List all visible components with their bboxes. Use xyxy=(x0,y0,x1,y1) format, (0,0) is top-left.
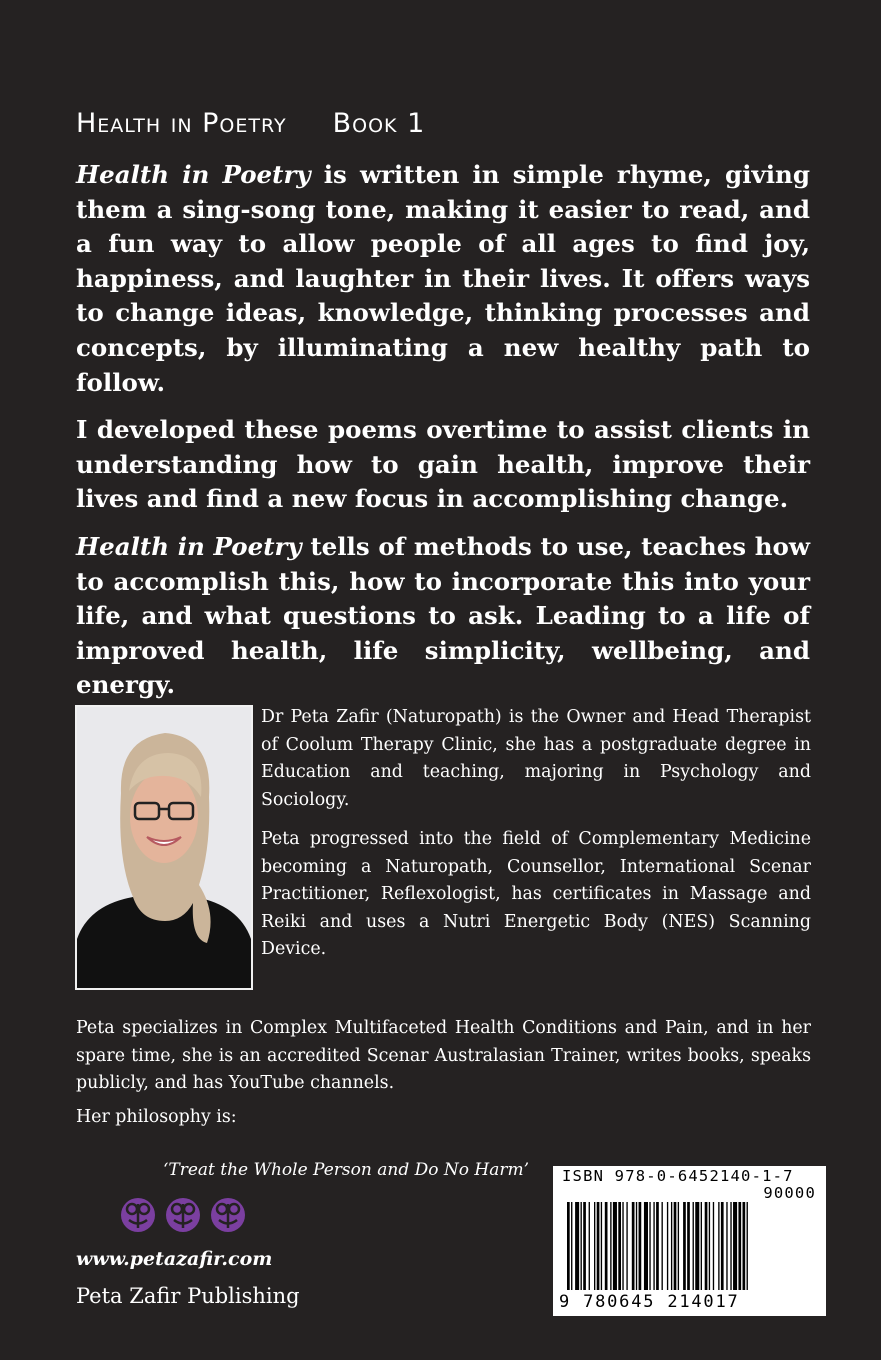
barcode-bar xyxy=(743,1202,746,1290)
barcode-bar xyxy=(733,1202,737,1290)
barcode-bar xyxy=(726,1202,727,1290)
barcode-bar xyxy=(639,1202,642,1290)
author-bio-full-width xyxy=(76,1015,811,1137)
barcode-bar xyxy=(601,1202,602,1290)
barcode-bar xyxy=(610,1202,611,1290)
publisher-logo xyxy=(118,1194,250,1240)
price-code: 90000 xyxy=(763,1184,816,1202)
barcode-bar xyxy=(721,1202,724,1290)
triple-circle-logo-icon xyxy=(118,1194,250,1236)
barcode-bar xyxy=(626,1202,627,1290)
barcode-bar xyxy=(597,1202,600,1290)
barcode-bar xyxy=(589,1202,590,1290)
author-bio-paragraph-1: Dr Peta Zafir (Naturopath) is the Owner and Head Therapist of Coolum Therapy Clinic, she has a postgraduate degree in Education and teaching, majoring in Psychology and Sociology. xyxy=(261,707,811,810)
barcode-digits: 9 780645 214017 xyxy=(559,1292,740,1312)
author-portrait-illustration xyxy=(77,707,251,988)
barcode-bar xyxy=(618,1202,621,1290)
barcode-bar xyxy=(594,1202,595,1290)
book-title-italic: Health in Poetry xyxy=(76,160,311,189)
barcode-bar xyxy=(653,1202,654,1290)
barcode-bar xyxy=(649,1202,650,1290)
barcode-bar xyxy=(738,1202,741,1290)
barcode-bar xyxy=(683,1202,686,1290)
barcode-bar xyxy=(656,1202,659,1290)
barcode-bar xyxy=(581,1202,582,1290)
author-bio-paragraph-2: Peta progressed into the field of Complementary Medicine becoming a Naturopath, Counsellor, International Scenar Practitioner, Reflexologist, has certificates in Massage and Reiki and uses a Nutri Energetic Body (NES) Scanning Device. xyxy=(261,829,811,959)
barcode-bar xyxy=(632,1202,635,1290)
barcode-bar xyxy=(730,1202,731,1290)
author-bio-paragraph-3: Peta specializes in Complex Multifaceted Health Conditions and Pain, and in her spare time, she is an accredited Scenar Australasian Trainer, writes books, speaks publicly, and has YouTube channels. xyxy=(76,1018,811,1093)
barcode-bar xyxy=(678,1202,679,1290)
book-blurb xyxy=(76,158,810,716)
barcode-bar xyxy=(674,1202,677,1290)
barcode-bar xyxy=(695,1202,699,1290)
barcode-bar xyxy=(713,1202,714,1290)
website-url[interactable]: www.petazafir.com xyxy=(76,1248,273,1270)
barcode-bar xyxy=(701,1202,702,1290)
author-bio-column xyxy=(261,704,811,976)
barcode-bar xyxy=(662,1202,663,1290)
barcode-bar xyxy=(667,1202,668,1290)
book-volume: Book 1 xyxy=(332,108,426,139)
barcode-bar xyxy=(718,1202,719,1290)
publisher-name: Peta Zafir Publishing xyxy=(76,1284,300,1308)
philosophy-intro: Her philosophy is: xyxy=(76,1106,237,1127)
barcode-bar xyxy=(567,1202,570,1290)
barcode-bar xyxy=(583,1202,586,1290)
blurb-paragraph-1: Health in Poetry is written in simple rhyme, giving them a sing-song tone, making it easier to read, and a fun way to allow people of all ages to find joy, happiness, and laughter in their lives. It offers ways to change ideas, knowledge, thinking processes and concepts, by illuminating a new healthy path to follow. xyxy=(76,160,810,397)
barcode-bar xyxy=(613,1202,617,1290)
barcode-bar xyxy=(605,1202,608,1290)
barcode-bar xyxy=(705,1202,708,1290)
barcode-bar xyxy=(644,1202,648,1290)
barcode-bar xyxy=(747,1202,748,1290)
isbn-barcode xyxy=(553,1166,826,1316)
barcode-bar xyxy=(709,1202,710,1290)
blurb-paragraph-2: I developed these poems overtime to assist clients in understanding how to gain health, improve their lives and find a new focus in accomplishing change. xyxy=(76,415,810,514)
barcode-bar xyxy=(687,1202,690,1290)
series-name: Health in Poetry xyxy=(76,108,287,139)
isbn-number: ISBN 978-0-6452140-1-7 xyxy=(562,1167,794,1185)
barcode-bar xyxy=(636,1202,637,1290)
barcode-bar xyxy=(575,1202,579,1290)
blurb-paragraph-3: Health in Poetry tells of methods to use, teaches how to accomplish this, how to incorporate this into your life, and what questions to ask. Leading to a life of improved health, life simplicity, wellbeing, and energy. xyxy=(76,531,810,700)
barcode-bar xyxy=(693,1202,694,1290)
book-title-italic: Health in Poetry xyxy=(76,531,302,561)
author-photo xyxy=(75,705,253,990)
barcode-bar xyxy=(571,1202,572,1290)
barcode-bar xyxy=(671,1202,672,1290)
barcode-bars xyxy=(567,1202,817,1292)
book-series-title xyxy=(76,108,425,139)
barcode-bar xyxy=(622,1202,623,1290)
philosophy-quote: ‘Treat the Whole Person and Do No Harm’ xyxy=(162,1160,529,1180)
